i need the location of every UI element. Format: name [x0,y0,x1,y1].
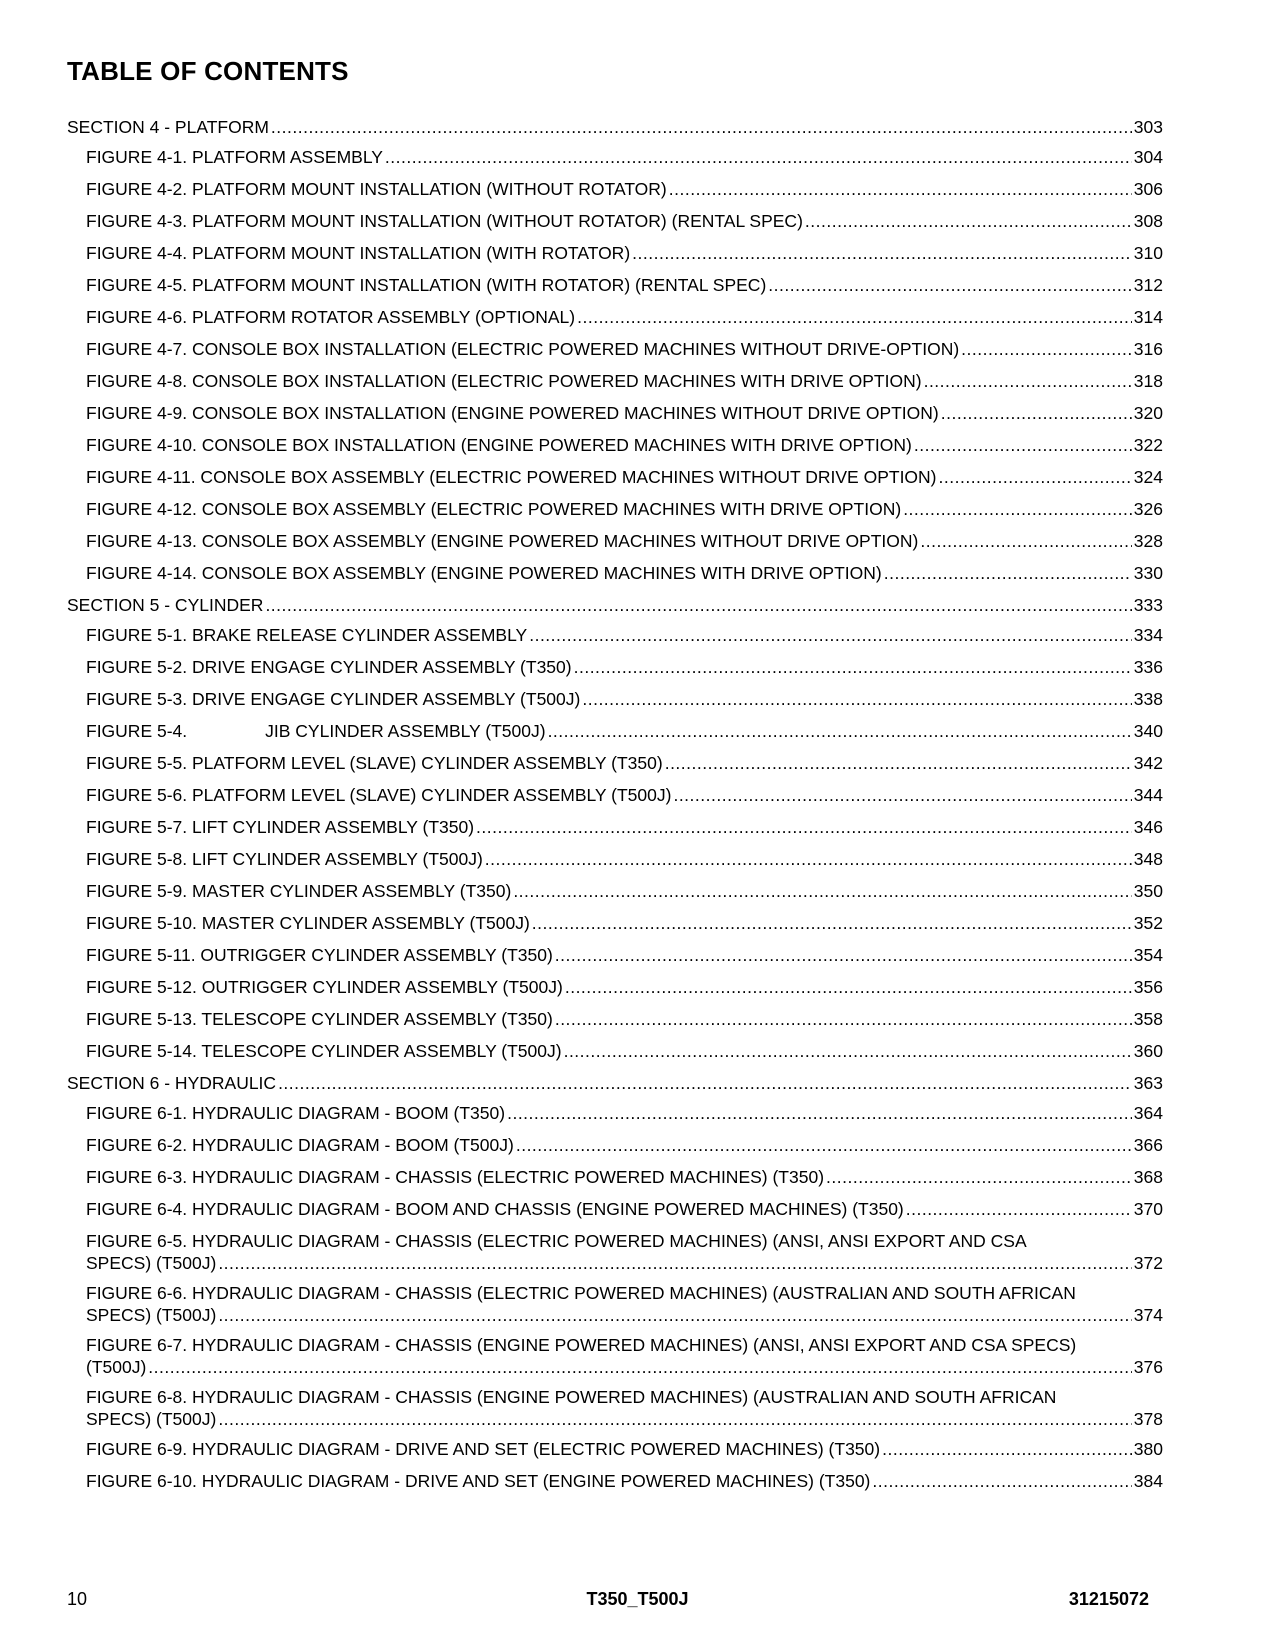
dot-leader [914,434,1132,456]
toc-entry[interactable] [86,656,1163,678]
toc-page-number: 334 [1133,625,1163,645]
dot-leader [665,752,1132,774]
toc-entry-title: FIGURE 6-6. HYDRAULIC DIAGRAM - CHASSIS (ELECTRIC POWERED MACHINES) (AUSTRALIAN AND SOUTH AFRICAN [86,1283,1076,1303]
toc-entry-title: FIGURE 6-4. HYDRAULIC DIAGRAM - BOOM AND CHASSIS (ENGINE POWERED MACHINES) (T350) [86,1199,904,1219]
toc-entry[interactable] [86,784,1163,806]
dot-leader [582,688,1131,710]
toc-entry[interactable] [86,880,1163,902]
toc-entry-title: SECTION 4 - PLATFORM [67,117,269,137]
toc-entry[interactable] [86,944,1163,966]
toc-entry[interactable] [86,1230,1163,1274]
dot-leader [872,1470,1131,1492]
toc-entry-number: FIGURE 5-4. [86,721,188,741]
toc-entry-title: FIGURE 4-5. PLATFORM MOUNT INSTALLATION (WITH ROTATOR) (RENTAL SPEC) [86,275,767,295]
toc-entry-title: FIGURE 4-10. CONSOLE BOX INSTALLATION (ENGINE POWERED MACHINES WITH DRIVE OPTION) [86,435,912,455]
toc-entry[interactable] [86,976,1163,998]
dot-leader [148,1356,1132,1378]
toc-entry-title: FIGURE 5-14. TELESCOPE CYLINDER ASSEMBLY (T500J) [86,1041,562,1061]
toc-entry-title: FIGURE 5-3. DRIVE ENGAGE CYLINDER ASSEMBLY (T500J) [86,689,581,709]
toc-entry[interactable] [86,816,1163,838]
dot-leader [673,784,1131,806]
toc-entry-title-wrap [86,720,546,742]
toc-entry[interactable] [86,1386,1163,1430]
toc-entry-title: FIGURE 6-1. HYDRAULIC DIAGRAM - BOOM (T350) [86,1103,506,1123]
toc-entry[interactable] [86,1334,1163,1378]
toc-page-number: 366 [1133,1135,1163,1155]
toc-entry-title: FIGURE 5-11. OUTRIGGER CYLINDER ASSEMBLY (T350) [86,945,553,965]
dot-leader [565,976,1132,998]
dot-leader [271,116,1132,138]
toc-section[interactable] [67,594,1163,616]
toc-entry[interactable] [86,306,1163,328]
toc-entry-title: FIGURE 5-9. MASTER CYLINDER ASSEMBLY (T350) [86,881,512,901]
toc-entry[interactable] [86,434,1163,456]
dot-leader [529,624,1132,646]
toc-entry-title: FIGURE 5-5. PLATFORM LEVEL (SLAVE) CYLINDER ASSEMBLY (T350) [86,753,663,773]
dot-leader [939,466,1132,488]
toc-page-number: 326 [1133,499,1163,519]
dot-leader [805,210,1132,232]
toc-entry-title: FIGURE 4-8. CONSOLE BOX INSTALLATION (ELECTRIC POWERED MACHINES WITH DRIVE OPTION) [86,371,922,391]
dot-leader [961,338,1132,360]
toc-page-number: 374 [1133,1305,1163,1325]
dot-leader [555,944,1132,966]
toc-entry[interactable] [86,562,1163,584]
dot-leader [884,562,1132,584]
toc-page-number: 330 [1133,563,1163,583]
toc-entry-title: FIGURE 6-10. HYDRAULIC DIAGRAM - DRIVE AND SET (ENGINE POWERED MACHINES) (T350) [86,1471,871,1491]
dot-leader [555,1008,1132,1030]
toc-entry[interactable] [86,912,1163,934]
toc-page-number: 364 [1133,1103,1163,1123]
toc-entry[interactable] [86,530,1163,552]
dot-leader [485,848,1132,870]
dot-leader [669,178,1132,200]
footer-doc-number: 31215072 [1068,1589,1149,1609]
toc-entry-title: FIGURE 4-9. CONSOLE BOX INSTALLATION (ENGINE POWERED MACHINES WITHOUT DRIVE OPTION) [86,403,939,423]
toc-page-number: 342 [1133,753,1163,773]
toc-entry-title: FIGURE 4-13. CONSOLE BOX ASSEMBLY (ENGINE POWERED MACHINES WITHOUT DRIVE OPTION) [86,531,919,551]
toc-entry[interactable] [86,1198,1163,1220]
toc-page-number: 380 [1133,1439,1163,1459]
toc-section[interactable] [67,116,1163,138]
toc-entry-title: FIGURE 5-2. DRIVE ENGAGE CYLINDER ASSEMBLY (T350) [86,657,572,677]
toc-page-number: 312 [1133,275,1163,295]
toc-entry-title: FIGURE 4-2. PLATFORM MOUNT INSTALLATION (WITHOUT ROTATOR) [86,179,667,199]
toc-page-number: 338 [1133,689,1163,709]
footer-model: T350_T500J [586,1589,689,1609]
toc-entry[interactable] [86,498,1163,520]
dot-leader [826,1166,1132,1188]
toc-section[interactable] [67,1072,1163,1094]
toc-page-number: 324 [1133,467,1163,487]
dot-leader [924,370,1132,392]
toc-page-number: 310 [1133,243,1163,263]
toc-page-number: 372 [1133,1253,1163,1273]
toc-entry-title: FIGURE 5-1. BRAKE RELEASE CYLINDER ASSEMBLY [86,625,528,645]
toc-entry[interactable] [86,1134,1163,1156]
table-of-contents [67,107,1163,1502]
toc-entry[interactable] [86,1282,1163,1326]
toc-entry[interactable] [86,1166,1163,1188]
dot-leader [476,816,1132,838]
toc-page-number: 336 [1133,657,1163,677]
toc-entry[interactable] [86,178,1163,200]
toc-entry-title: FIGURE 4-7. CONSOLE BOX INSTALLATION (ELECTRIC POWERED MACHINES WITHOUT DRIVE-OPTION) [86,339,960,359]
toc-page-number: 333 [1133,595,1163,615]
dot-leader [632,242,1132,264]
dot-leader [385,146,1132,168]
toc-entry-title: FIGURE 4-11. CONSOLE BOX ASSEMBLY (ELECTRIC POWERED MACHINES WITHOUT DRIVE OPTION) [86,467,937,487]
toc-entry[interactable] [86,338,1163,360]
toc-page-number: 350 [1133,881,1163,901]
toc-page-number: 368 [1133,1167,1163,1187]
toc-entry[interactable] [86,466,1163,488]
toc-entry[interactable] [86,210,1163,232]
footer-page-number: 10 [67,1589,88,1609]
dot-leader [516,1134,1132,1156]
dot-leader [564,1040,1132,1062]
toc-entry[interactable] [86,720,1163,742]
page-title: TABLE OF CONTENTS [67,56,349,86]
toc-page-number: 303 [1133,117,1163,137]
toc-entry-title: FIGURE 5-8. LIFT CYLINDER ASSEMBLY (T500J) [86,849,483,869]
toc-entry[interactable] [86,848,1163,870]
dot-leader [507,1102,1132,1124]
dot-leader [218,1252,1131,1274]
dot-leader [218,1304,1131,1326]
toc-entry-title: SECTION 6 - HYDRAULIC [67,1073,277,1093]
toc-page-number: 308 [1133,211,1163,231]
dot-leader [941,402,1132,424]
toc-page-number: 370 [1133,1199,1163,1219]
toc-page-number: 378 [1133,1409,1163,1429]
toc-entry[interactable] [86,402,1163,424]
toc-entry-title-continued: SPECS) (T500J) [86,1409,217,1429]
toc-page-number: 328 [1133,531,1163,551]
toc-page-number: 384 [1133,1471,1163,1491]
toc-entry-title-continued: (T500J) [86,1357,147,1377]
toc-entry-title: JIB CYLINDER ASSEMBLY (T500J) [265,721,546,741]
dot-leader [532,912,1132,934]
toc-page-number: 344 [1133,785,1163,805]
toc-entry-title: FIGURE 5-6. PLATFORM LEVEL (SLAVE) CYLINDER ASSEMBLY (T500J) [86,785,672,805]
toc-page-number: 363 [1133,1073,1163,1093]
toc-entry-title: FIGURE 4-6. PLATFORM ROTATOR ASSEMBLY (OPTIONAL) [86,307,576,327]
dot-leader [278,1072,1132,1094]
dot-leader [920,530,1131,552]
toc-entry-title: FIGURE 4-14. CONSOLE BOX ASSEMBLY (ENGINE POWERED MACHINES WITH DRIVE OPTION) [86,563,882,583]
toc-entry-title: FIGURE 5-13. TELESCOPE CYLINDER ASSEMBLY (T350) [86,1009,553,1029]
toc-page-number: 376 [1133,1357,1163,1377]
toc-page-number: 352 [1133,913,1163,933]
toc-entry-title: FIGURE 4-3. PLATFORM MOUNT INSTALLATION (WITHOUT ROTATOR) (RENTAL SPEC) [86,211,803,231]
toc-page-number: 322 [1133,435,1163,455]
toc-entry-title: FIGURE 6-8. HYDRAULIC DIAGRAM - CHASSIS (ENGINE POWERED MACHINES) (AUSTRALIAN AND SOUTH AFRICAN [86,1387,1057,1407]
toc-entry-title: FIGURE 6-5. HYDRAULIC DIAGRAM - CHASSIS (ELECTRIC POWERED MACHINES) (ANSI, ANSI EXPORT AND CSA [86,1231,1027,1251]
toc-entry[interactable] [86,1470,1163,1492]
dot-leader [218,1408,1131,1430]
toc-entry[interactable] [86,146,1163,168]
toc-entry[interactable] [86,274,1163,296]
toc-page-number: 318 [1133,371,1163,391]
toc-page-number: 340 [1133,721,1163,741]
toc-entry[interactable] [86,1008,1163,1030]
toc-page-number: 346 [1133,817,1163,837]
toc-entry-title: FIGURE 5-10. MASTER CYLINDER ASSEMBLY (T500J) [86,913,530,933]
toc-entry-title: FIGURE 4-4. PLATFORM MOUNT INSTALLATION (WITH ROTATOR) [86,243,631,263]
toc-page-number: 314 [1133,307,1163,327]
toc-entry[interactable] [86,624,1163,646]
dot-leader [882,1438,1132,1460]
toc-page-number: 316 [1133,339,1163,359]
toc-entry[interactable] [86,1102,1163,1124]
toc-entry[interactable] [86,370,1163,392]
toc-entry-title: FIGURE 4-1. PLATFORM ASSEMBLY [86,147,383,167]
toc-entry[interactable] [86,1040,1163,1062]
toc-entry-title-continued: SPECS) (T500J) [86,1253,217,1273]
toc-page-number: 348 [1133,849,1163,869]
dot-leader [574,656,1132,678]
toc-entry-title: FIGURE 6-7. HYDRAULIC DIAGRAM - CHASSIS (ENGINE POWERED MACHINES) (ANSI, ANSI EXPORT AND CSA SPECS) [86,1335,1077,1355]
toc-entry-title: FIGURE 6-9. HYDRAULIC DIAGRAM - DRIVE AND SET (ELECTRIC POWERED MACHINES) (T350) [86,1439,881,1459]
dot-leader [577,306,1132,328]
toc-entry-title: FIGURE 5-12. OUTRIGGER CYLINDER ASSEMBLY (T500J) [86,977,563,997]
toc-entry[interactable] [86,688,1163,710]
dot-leader [513,880,1131,902]
dot-leader [548,720,1132,742]
toc-page-number: 304 [1133,147,1163,167]
dot-leader [903,498,1132,520]
toc-entry-title: FIGURE 6-2. HYDRAULIC DIAGRAM - BOOM (T500J) [86,1135,514,1155]
page-footer [0,1589,1275,1613]
toc-page-number: 354 [1133,945,1163,965]
toc-entry-title: FIGURE 4-12. CONSOLE BOX ASSEMBLY (ELECTRIC POWERED MACHINES WITH DRIVE OPTION) [86,499,902,519]
toc-entry-title: SECTION 5 - CYLINDER [67,595,264,615]
toc-page-number: 360 [1133,1041,1163,1061]
toc-entry[interactable] [86,752,1163,774]
toc-entry[interactable] [86,242,1163,264]
dot-leader [906,1198,1132,1220]
toc-entry-title: FIGURE 5-7. LIFT CYLINDER ASSEMBLY (T350) [86,817,475,837]
dot-leader [768,274,1132,296]
toc-page-number: 356 [1133,977,1163,997]
toc-page-number: 320 [1133,403,1163,423]
toc-page-number: 358 [1133,1009,1163,1029]
toc-entry-title: FIGURE 6-3. HYDRAULIC DIAGRAM - CHASSIS (ELECTRIC POWERED MACHINES) (T350) [86,1167,825,1187]
toc-page-number: 306 [1133,179,1163,199]
toc-entry-title-continued: SPECS) (T500J) [86,1305,217,1325]
toc-entry[interactable] [86,1438,1163,1460]
dot-leader [265,594,1131,616]
